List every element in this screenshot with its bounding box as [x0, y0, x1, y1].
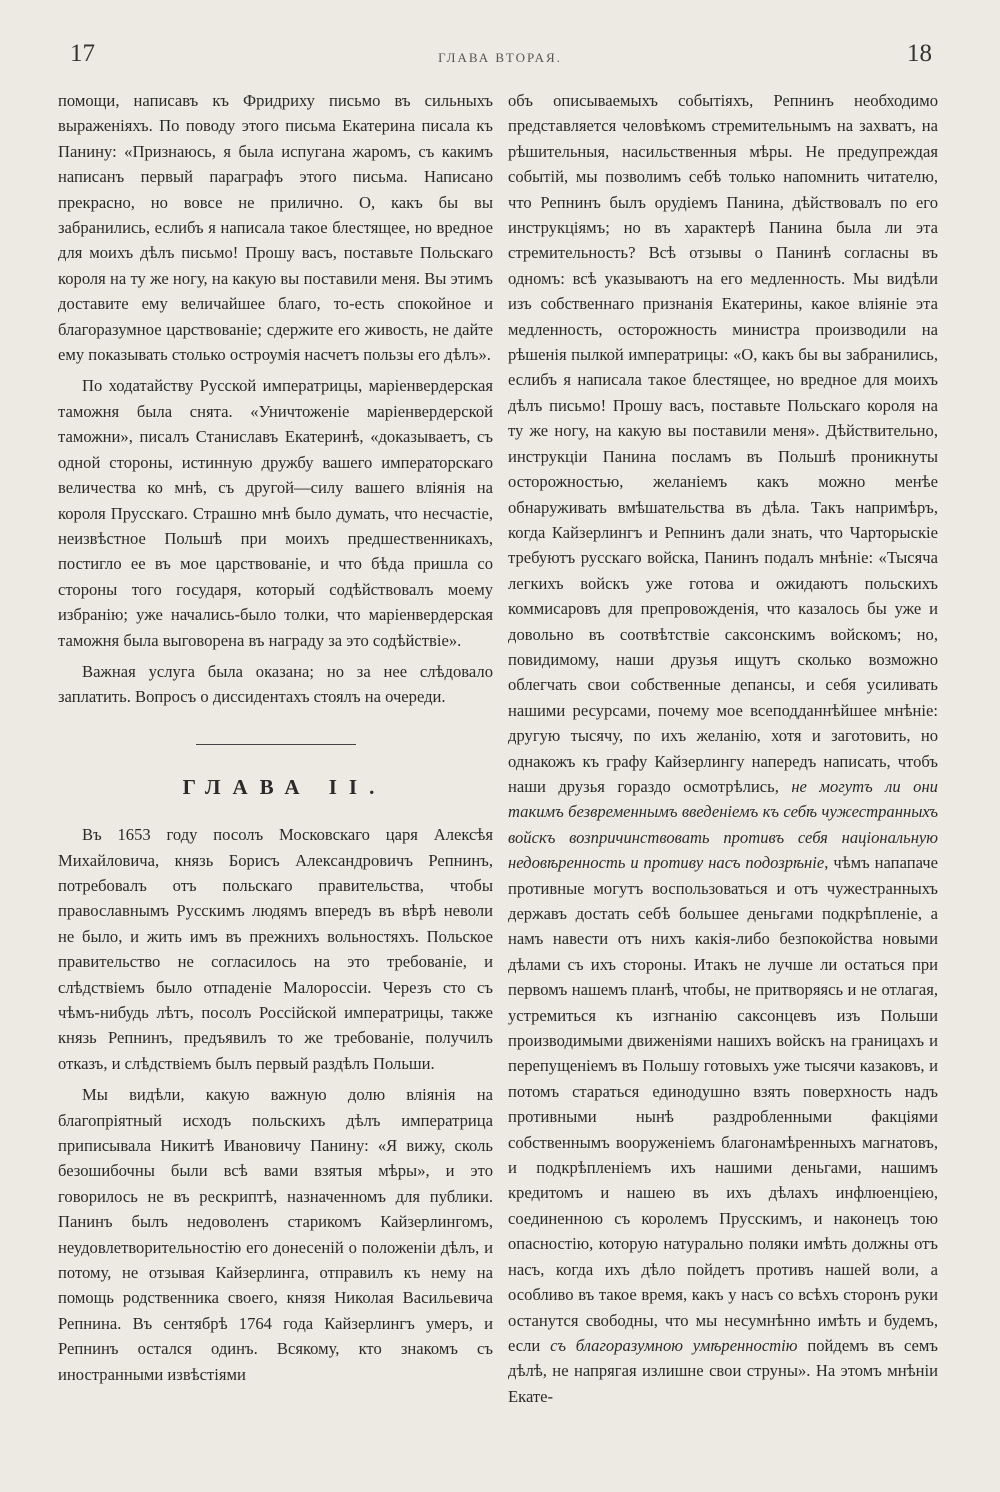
chapter-title: ГЛАВА II.	[182, 774, 387, 799]
left-page-number: 17	[70, 40, 95, 67]
chapter-heading: ГЛАВА ВТОРАЯ.	[438, 50, 562, 65]
running-head	[0, 40, 1000, 80]
paragraph: Мы видѣли, какую важную долю вліянія на благопріятный исходъ польскихъ дѣлъ императрица приписывала Никитѣ Ивановичу Панину: «Я вижу, сколь безошибочны были всѣ вами взятыя мѣры», и это говорилось не въ рескриптѣ, назначенномъ для публики. Панинъ былъ недоволенъ старикомъ Кайзерлингомъ, неудовлетворительностію его донесеній о положеніи дѣлъ, и потому, не отзывая Кайзерлинга, отправилъ къ нему на помощь родственника своего, князя Николая Васильевича Репнина. Въ сентябрѣ 1764 года Кайзерлингъ умеръ, и Репнинъ остался одинъ. Всякому, кто знакомъ съ иностранными извѣстіями	[58, 1085, 493, 1384]
text-run: объ описываемыхъ событіяхъ, Репнинъ необходимо представляется человѣкомъ стремительнымъ на захватъ, на рѣшительныя, насильственныя мѣры. Не предупреждая событій, мы позволимъ себѣ только напомнить читателю, что Репнинъ былъ орудіемъ Панина, дѣйствовалъ по его инструкціямъ; но въ характерѣ Панина была ли эта стремительность? Всѣ отзывы о Панинѣ согласны въ одномъ: всѣ указываютъ на его медленность. Мы видѣли изъ собственнаго признанія Екатерины, какое вліяніе эта медленность, осторожность министра производили на рѣшенія пылкой императрицы: «О, какъ бы вы забранились, еслибъ я написала такое блестящее, но вредное для моихъ дѣлъ письмо! Прошу васъ, поставьте Польскаго короля на ту же ногу, на какую вы поставили меня». Дѣйствительно, инструкціи Панина посламъ въ Польшѣ проникнуты осторожностью, желаніемъ какъ можно менѣе обнаруживать вмѣшательства въ дѣла. Такъ напримѣръ, когда Кайзерлингъ и Репнинъ дали знать, что Чарторыскіе требуютъ русскаго войска, Панинъ подалъ мнѣніе: «Тысяча легкихъ войскъ уже готова и ожидаютъ польскихъ коммисаровъ для препровожденія, что казалось бы уже и довольно въ соотвѣтствіе саксонскимъ войскомъ; но, повидимому, наши друзья ищутъ сколько возможно облегчать свои собственные депансы, и себя усиливать нашими ресурсами, почему мое всеподданнѣйшее мнѣніе: другую тысячу, по ихъ желанію, хотя и заготовить, но однакожъ къ графу Кайзерлингу напередъ написать, чтобъ наши друзья гораздо осмотрѣлись,	[508, 91, 938, 796]
paragraph: По ходатайству Русской императрицы, маріенвердерская таможня была снята. «Уничтоженіе маріенвердерской таможни», писалъ Станиславъ Екатеринѣ, «доказываетъ, съ одной стороны, истинную дружбу вашего императорскаго величества ко мнѣ, съ другой—силу вашего вліянія на короля Прусскаго. Страшно мнѣ было думать, что несчастіе, неизвѣстное Польшѣ при моихъ предшественникахъ, постигло ее въ мое царствованіе, и что бѣда пришла со стороны того государя, который содѣйствовалъ моему избранію; уже начались-было толки, что маріенвердерская таможня была выговорена въ награду за это содѣйствіе».	[58, 376, 493, 650]
text-run: пойдемъ въ семъ дѣлѣ, не напрягая излишне свои струны». На этомъ мнѣніи Екате-	[508, 1335, 938, 1406]
italic-quote: съ благоразумною умѣренностію	[550, 1335, 798, 1355]
right-column	[508, 88, 938, 1415]
paragraph: Важная услуга была оказана; но за нее слѣдовало заплатить. Вопросъ о диссидентахъ стоялъ на очереди.	[58, 661, 493, 707]
paragraph: Въ 1653 году посолъ Московскаго царя Алексѣя Михайловича, князь Борисъ Александровичъ Репнинъ, потребовалъ отъ польскаго правительства, чтобы православнымъ Русскимъ людямъ впередъ въ вѣрѣ неволи не было, и жить имъ въ прежнихъ вольностяхъ. Польское правительство не согласилось на это требованіе, и слѣдствіемъ было отпаденіе Малороссіи. Черезъ сто съ чѣмъ-нибудь лѣтъ, посолъ Россійской императрицы, также князь Репнинъ, предъявилъ то же требованіе, получилъ отказъ, и слѣдствіемъ былъ первый раздѣлъ Польши.	[58, 825, 493, 1073]
section-divider	[196, 744, 356, 745]
italic-quote: не могутъ ли они такимъ безвременнымъ введеніемъ къ себѣ чужестранныхъ войскъ возпричинствовать противъ себя національную недовѣренность и противу насъ подозрѣніе	[508, 776, 938, 873]
text-run: , чѣмъ напапаче противные могутъ воспользоваться и отъ чужестранныхъ державъ достать себѣ большее деньгами подкрѣпленіе, а намъ навести отъ нихъ какія-либо безпокойства новыми дѣлами съ ихъ стороны. Итакъ не лучше ли остаться при первомъ нашемъ планѣ, чтобы, не притворяясь и не отлагая, устремиться къ изгнанію саксонцевъ изъ Польши производимыми движеніями нашихъ войскъ на границахъ и перепущеніемъ въ Польшу готовыхъ уже тысячи казаковъ, и потомъ стараться единодушно взять поверхность надъ противными нынѣ раздробленными факціями собственнымъ вооруженіемъ благонамѣренныхъ магнатовъ, и подкрѣпленіемъ ихъ нашими деньгами, нашимъ кредитомъ и нашею въ ихъ дѣлахъ инфлюенціею, соединенною съ королемъ Прусскимъ, и наконецъ тою опасностію, которую натурально поляки имѣть должны отъ насъ, когда ихъ дѣло пойдетъ противъ нашей воли, а особливо въ такое время, какъ у насъ со всѣхъ сторонъ руки останутся свободны, что мы несумнѣнно имѣть и будемъ, если	[508, 853, 939, 1355]
left-column	[58, 88, 493, 1393]
paragraph: помощи, написавъ къ Фридриху письмо въ сильныхъ выраженіяхъ. По поводу этого письма Екатерина писала къ Панину: «Признаюсь, я была испугана жаромъ, съ какимъ написанъ первый параграфъ этого письма. Написано прекрасно, но вовсе не прилично. О, какъ бы вы забранились, еслибъ я написала такое блестящее, но вредное для моихъ дѣлъ письмо! Прошу васъ, поставьте Польскаго короля на ту же ногу, на какую вы поставили меня. Вы этимъ доставите ему величайшее благо, то-есть спокойное и благоразумное царствованіе; сдержите его живость, не дайте ему показывать столько остроумія насчетъ пользы его дѣлъ».	[58, 91, 493, 365]
right-page-number: 18	[907, 40, 932, 67]
paragraph	[508, 88, 938, 1409]
